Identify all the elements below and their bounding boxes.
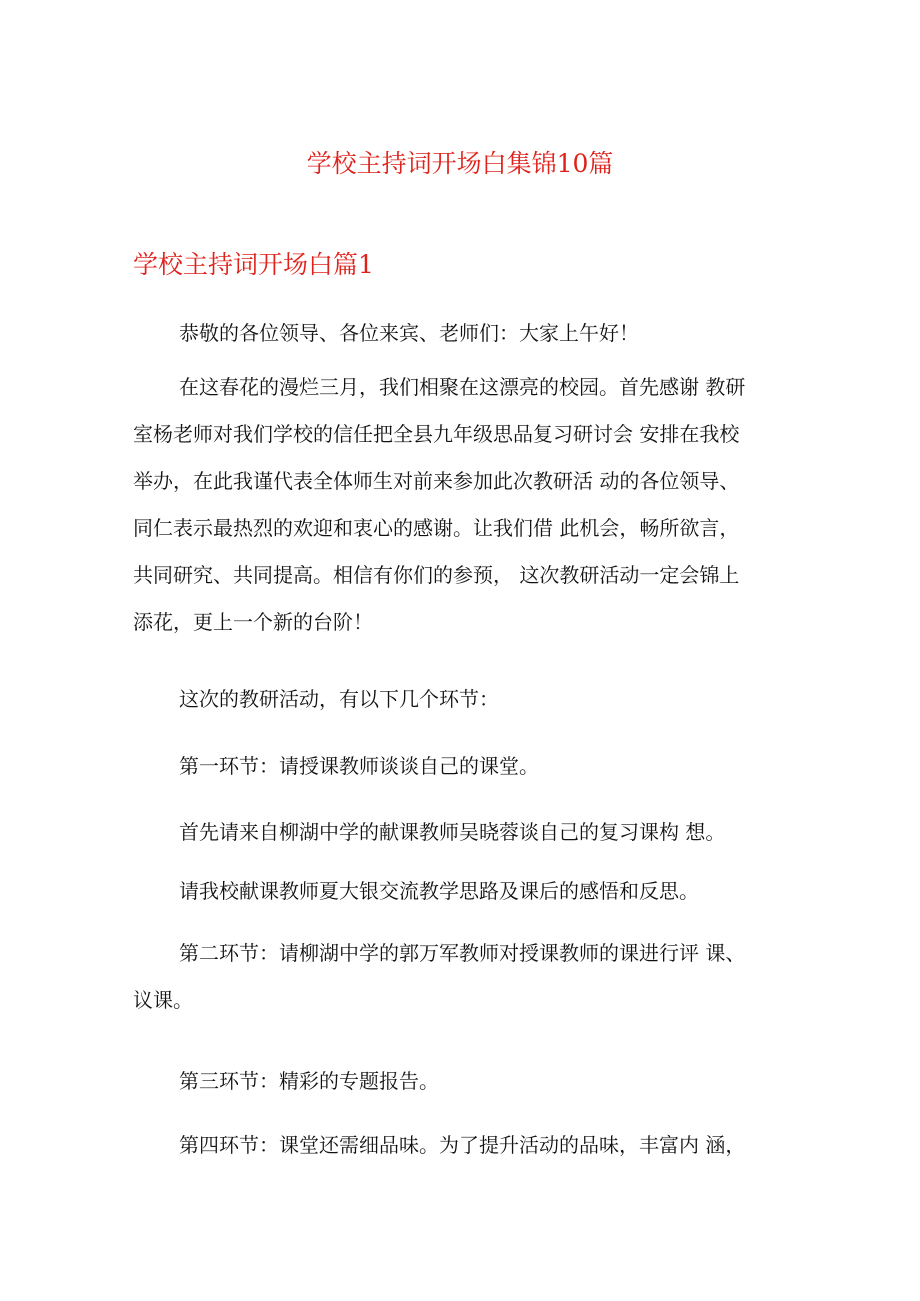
greeting-line: 恭敬的各位领导、各位来宾、老师们：大家上午好！ [179,321,639,345]
step2-line: 议课。 [133,988,193,1012]
document-title: 学校主持词开场白集锦10篇 [306,149,614,178]
step1-a-paragraph [133,809,803,856]
step4-paragraph [133,1122,803,1169]
step4-line: 第四环节：课堂还需细品味。为了提升活动的品味，丰富内 涵， [179,1133,746,1157]
step2-line: 第二环节：请柳湖中学的郭万军教师对授课教师的课进行评 课、 [179,941,746,965]
intro-line: 同仁表示最热烈的欢迎和衷心的感谢。让我们借 此机会，畅所欲言， [133,516,740,540]
intro-line: 共同研究、共同提高。相信有你们的参预， 这次教研活动一定会锦上 [133,563,740,587]
step3-line: 第三环节：精彩的专题报告。 [179,1069,439,1093]
section-heading: 学校主持词开场白篇1 [133,250,374,279]
step1-b-line: 请我校献课教师夏大银交流教学思路及课后的感悟和反思。 [179,879,699,903]
agenda-intro-line: 这次的教研活动，有以下几个环节： [179,687,499,711]
intro-line: 在这春花的漫烂三月，我们相聚在这漂亮的校园。首先感谢 教研 [179,375,746,399]
intro-line: 室杨老师对我们学校的信任把全县九年级思品复习研讨会 安排在我校 [133,422,740,446]
agenda-intro-paragraph [133,676,803,723]
intro-paragraph [133,364,803,646]
intro-line: 添花，更上一个新的台阶！ [133,610,373,634]
step3-paragraph [133,1058,803,1105]
intro-line: 举办，在此我谨代表全体师生对前来参加此次教研活 动的各位领导、 [133,469,740,493]
step1-paragraph [133,743,803,790]
step1-line: 第一环节：请授课教师谈谈自己的课堂。 [179,754,539,778]
step1-a-line: 首先请来自柳湖中学的献课教师吴晓蓉谈自己的复习课构 想。 [179,820,726,844]
step1-b-paragraph [133,868,803,915]
step2-paragraph [133,930,803,1024]
greeting-paragraph [133,310,803,357]
